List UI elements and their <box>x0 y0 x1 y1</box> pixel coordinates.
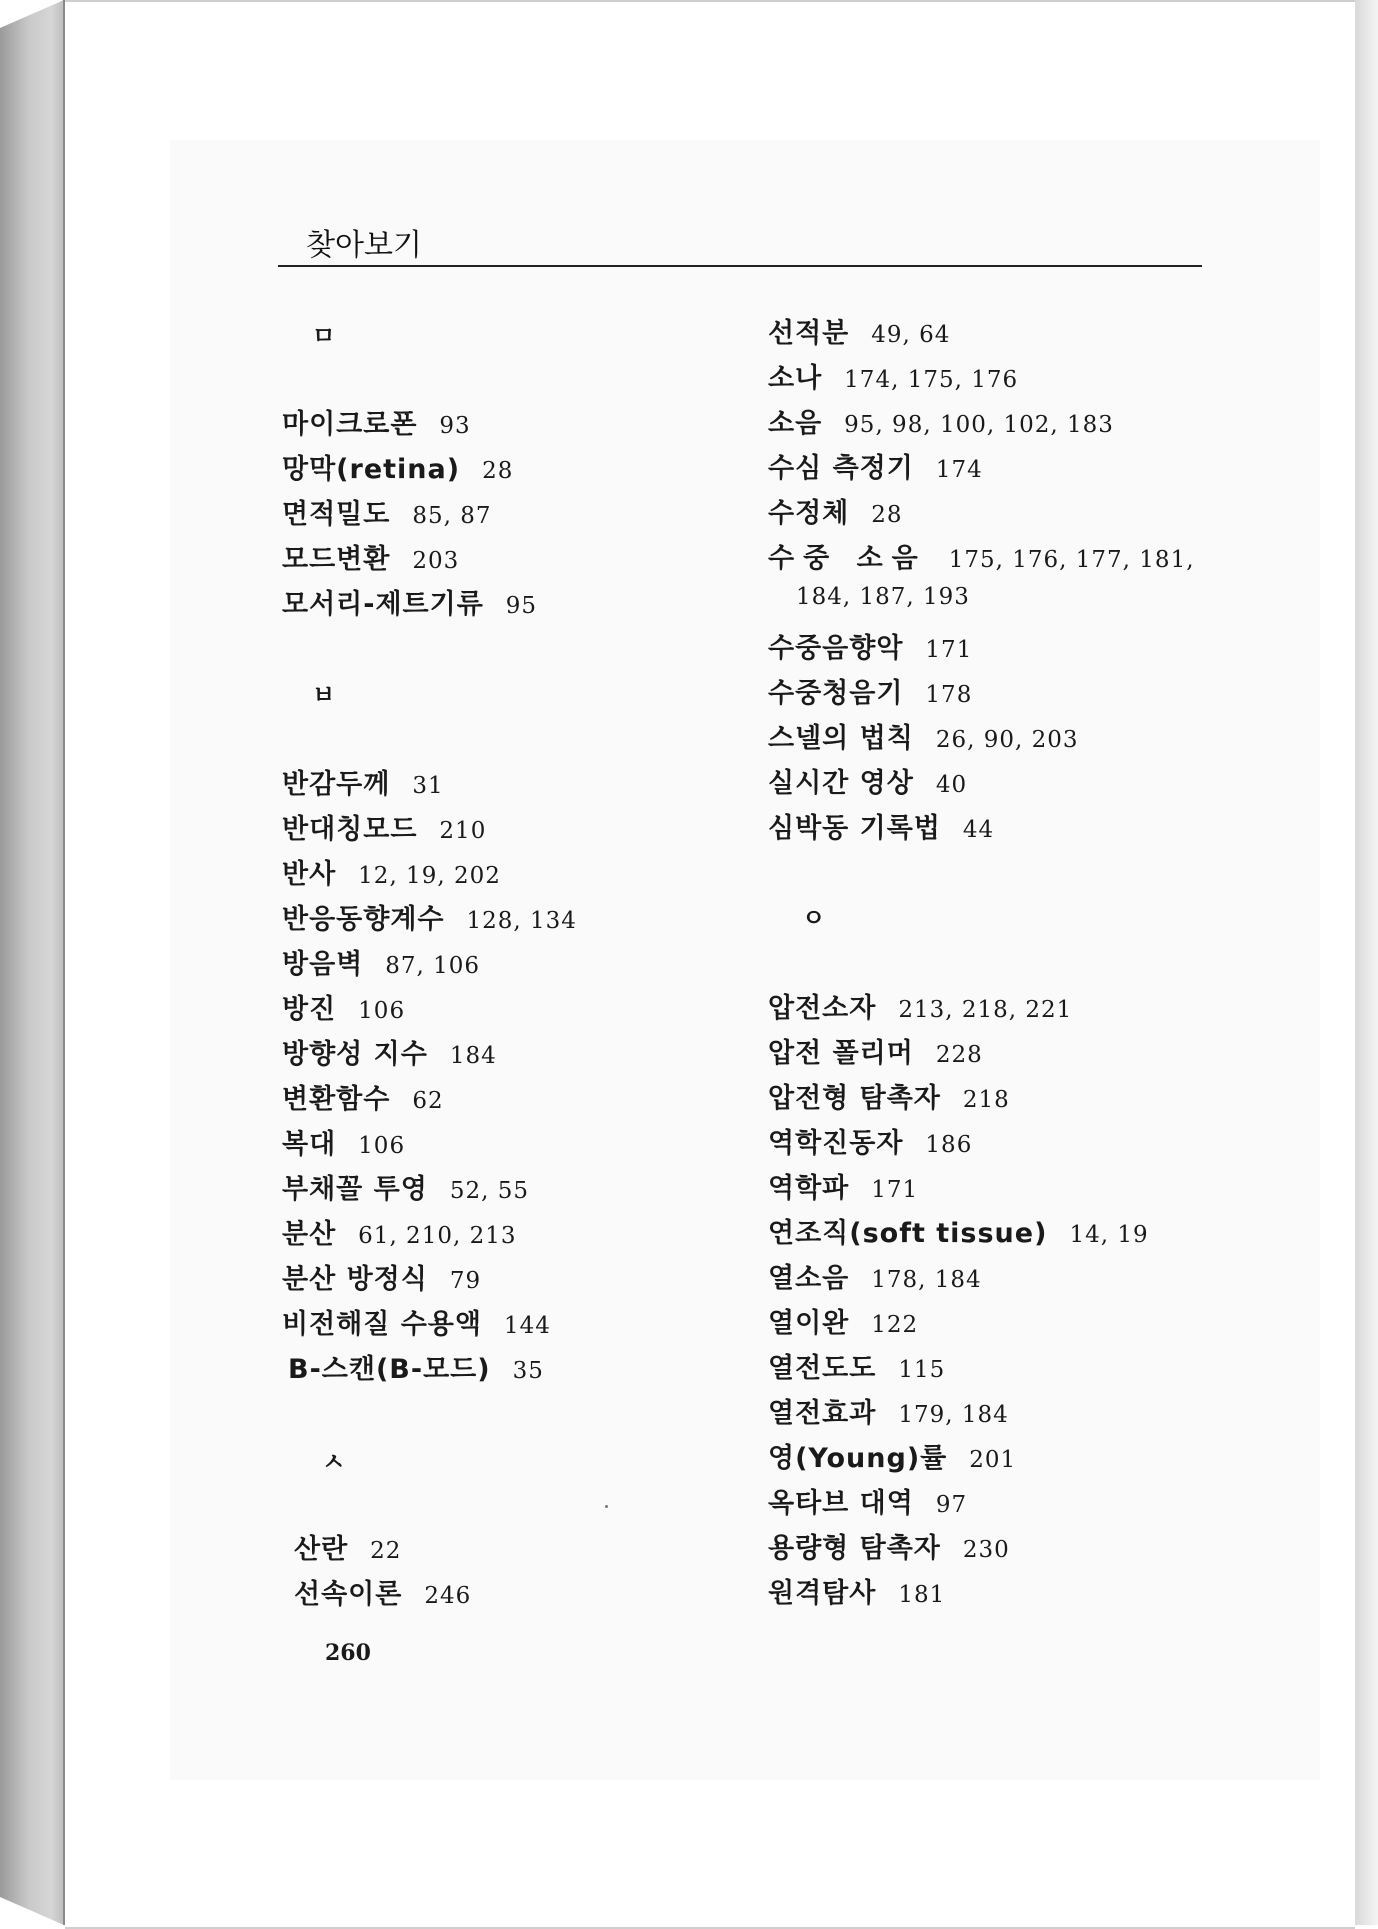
index-pages: 85, 87 <box>412 503 492 529</box>
index-term: 역학진동자 <box>768 1128 904 1159</box>
index-pages: 22 <box>370 1538 402 1564</box>
index-term: 면적밀도 <box>282 499 391 530</box>
index-term: 망막(retina) <box>282 454 461 485</box>
index-term: 수심 측정기 <box>768 453 914 484</box>
index-entry <box>282 447 513 486</box>
index-term: 반사 <box>282 859 337 890</box>
scan-speck <box>605 1505 608 1508</box>
index-entry <box>768 1481 967 1520</box>
index-pages: 210 <box>439 818 487 844</box>
section-heading-bieup: ㅂ <box>312 681 336 709</box>
index-entry <box>282 492 491 531</box>
index-term: 열전효과 <box>768 1398 877 1429</box>
index-entry <box>768 1211 1149 1250</box>
section-heading-siot: ㅅ <box>322 1448 346 1476</box>
index-term: 스넬의 법칙 <box>768 723 914 754</box>
index-pages: 171 <box>871 1177 919 1203</box>
index-term: 반응동향계수 <box>282 904 445 935</box>
index-entry <box>768 311 950 350</box>
index-pages: 12, 19, 202 <box>358 863 501 889</box>
index-term: 열전도도 <box>768 1353 877 1384</box>
index-term: 모서리-제트기류 <box>282 589 484 620</box>
index-pages: 201 <box>969 1447 1017 1473</box>
index-entry <box>768 1031 983 1070</box>
index-entry <box>768 716 1079 755</box>
page-number: 260 <box>325 1640 371 1666</box>
index-pages: 218 <box>962 1087 1010 1113</box>
index-entry <box>768 761 967 800</box>
index-entry <box>768 491 903 530</box>
index-pages: 184 <box>449 1043 497 1069</box>
index-entry <box>282 942 480 981</box>
index-pages: 40 <box>935 772 968 798</box>
index-term: 압전형 탐촉자 <box>768 1083 941 1114</box>
index-term: 수중음향악 <box>768 633 904 664</box>
index-pages: 179, 184 <box>898 1402 1009 1428</box>
index-entry <box>768 986 1072 1025</box>
index-term: 분산 방정식 <box>282 1264 428 1295</box>
page-right-edge <box>1355 0 1378 1925</box>
index-entry <box>288 1347 544 1386</box>
index-term: 열이완 <box>768 1308 850 1339</box>
index-pages: 28 <box>482 458 514 484</box>
index-pages: 79 <box>449 1268 482 1294</box>
index-entry <box>768 1166 918 1205</box>
index-entry <box>282 1212 516 1251</box>
header-rule <box>278 265 1202 267</box>
index-pages: 14, 19 <box>1069 1222 1149 1248</box>
index-term: 방진 <box>282 994 337 1025</box>
index-entry <box>282 1077 444 1116</box>
index-pages: 97 <box>935 1492 968 1518</box>
index-pages: 144 <box>503 1313 551 1339</box>
index-term: 변환함수 <box>282 1084 391 1115</box>
index-entry <box>768 446 983 485</box>
index-term: 옥타브 대역 <box>768 1488 914 1519</box>
index-term: 방음벽 <box>282 949 364 980</box>
index-entry <box>768 356 1018 395</box>
index-entry <box>282 852 501 891</box>
index-entry <box>282 987 405 1026</box>
index-entry <box>282 1302 551 1341</box>
index-pages: 181 <box>898 1582 946 1608</box>
index-pages: 128, 134 <box>466 908 577 934</box>
index-pages: 122 <box>871 1312 919 1338</box>
index-term: 영(Young)률 <box>768 1443 948 1474</box>
index-pages: 61, 210, 213 <box>358 1223 517 1249</box>
book-spine-side <box>0 0 64 1925</box>
index-term: 비전해질 수용액 <box>282 1309 482 1340</box>
index-entry <box>282 1032 497 1071</box>
index-term: 소음 <box>768 408 823 439</box>
index-term: 압전 폴리머 <box>768 1038 914 1069</box>
index-entry <box>282 897 577 936</box>
index-pages: 49, 64 <box>871 322 951 348</box>
index-pages: 171 <box>925 637 973 663</box>
index-entry <box>768 1076 1010 1115</box>
index-term: 선적분 <box>768 318 850 349</box>
index-pages: 203 <box>412 548 460 574</box>
index-pages: 213, 218, 221 <box>898 997 1073 1023</box>
index-entry <box>282 1167 529 1206</box>
index-pages: 106 <box>358 998 406 1024</box>
index-term: 수정체 <box>768 498 850 529</box>
index-pages: 28 <box>871 502 903 528</box>
index-entry <box>768 806 994 845</box>
index-pages: 174, 175, 176 <box>844 367 1019 393</box>
index-term: 모드변환 <box>282 544 391 575</box>
index-pages: 174 <box>935 457 983 483</box>
index-term: 산란 <box>294 1534 349 1565</box>
index-term: 복대 <box>282 1129 337 1160</box>
index-entry <box>768 1346 945 1385</box>
index-entry <box>282 1257 481 1296</box>
index-entry <box>768 1436 1016 1475</box>
index-pages: 95 <box>505 593 538 619</box>
index-pages: 230 <box>962 1537 1010 1563</box>
index-term: 부채꼴 투영 <box>282 1174 428 1205</box>
index-term: 마이크로폰 <box>282 409 418 440</box>
index-pages: 228 <box>935 1042 983 1068</box>
index-entry <box>768 536 1195 575</box>
index-pages: 87, 106 <box>385 953 481 979</box>
index-term: 역학파 <box>768 1173 850 1204</box>
index-pages: 178 <box>925 682 973 708</box>
index-pages: 95, 98, 100, 102, 183 <box>844 412 1114 438</box>
index-entry <box>282 582 537 621</box>
index-entry <box>282 1122 405 1161</box>
index-pages: 178, 184 <box>871 1267 982 1293</box>
index-entry <box>282 762 444 801</box>
index-title: 찾아보기 <box>306 228 422 263</box>
index-term: 반대칭모드 <box>282 814 418 845</box>
section-heading-ieung: ㅇ <box>802 904 826 932</box>
index-entry <box>294 1527 401 1566</box>
index-pages: 31 <box>412 773 444 799</box>
index-term: 소나 <box>768 363 823 394</box>
index-term: 압전소자 <box>768 993 877 1024</box>
index-entry <box>768 626 972 665</box>
index-entry <box>768 1571 945 1610</box>
index-entry <box>768 401 1114 440</box>
index-pages: 93 <box>439 413 471 439</box>
section-heading-mieum: ㅁ <box>312 322 336 350</box>
index-pages: 35 <box>512 1358 544 1384</box>
index-entry <box>768 1526 1010 1565</box>
index-pages: 246 <box>424 1583 472 1609</box>
index-term: 심박동 기록법 <box>768 813 941 844</box>
index-entry <box>282 537 459 576</box>
index-entry <box>768 671 972 710</box>
index-pages: 44 <box>962 817 995 843</box>
index-pages-continuation: 184, 187, 193 <box>796 584 970 610</box>
index-entry <box>768 1256 982 1295</box>
index-term: 용량형 탐촉자 <box>768 1533 941 1564</box>
index-term: 연조직(soft tissue) <box>768 1218 1048 1249</box>
index-pages: 186 <box>925 1132 973 1158</box>
index-pages: 106 <box>358 1133 406 1159</box>
index-term: 방향성 지수 <box>282 1039 428 1070</box>
index-entry <box>282 402 471 441</box>
index-term: 열소음 <box>768 1263 850 1294</box>
index-term: 원격탐사 <box>768 1578 877 1609</box>
index-entry <box>294 1572 471 1611</box>
index-term: 실시간 영상 <box>768 768 914 799</box>
index-term: 수중 소음 <box>768 543 927 574</box>
index-term: 수중청음기 <box>768 678 904 709</box>
index-entry <box>768 1391 1009 1430</box>
index-entry <box>768 1301 918 1340</box>
index-pages: 115 <box>898 1357 946 1383</box>
index-term: B-스캔(B-모드) <box>288 1354 491 1385</box>
index-pages: 52, 55 <box>449 1178 529 1204</box>
index-term: 선속이론 <box>294 1579 403 1610</box>
index-term: 반감두께 <box>282 769 391 800</box>
index-pages: 26, 90, 203 <box>935 727 1079 753</box>
index-pages: 62 <box>412 1088 444 1114</box>
index-term: 분산 <box>282 1219 337 1250</box>
index-entry <box>768 1121 972 1160</box>
index-pages: 175, 176, 177, 181, <box>948 547 1195 573</box>
index-entry <box>282 807 486 846</box>
